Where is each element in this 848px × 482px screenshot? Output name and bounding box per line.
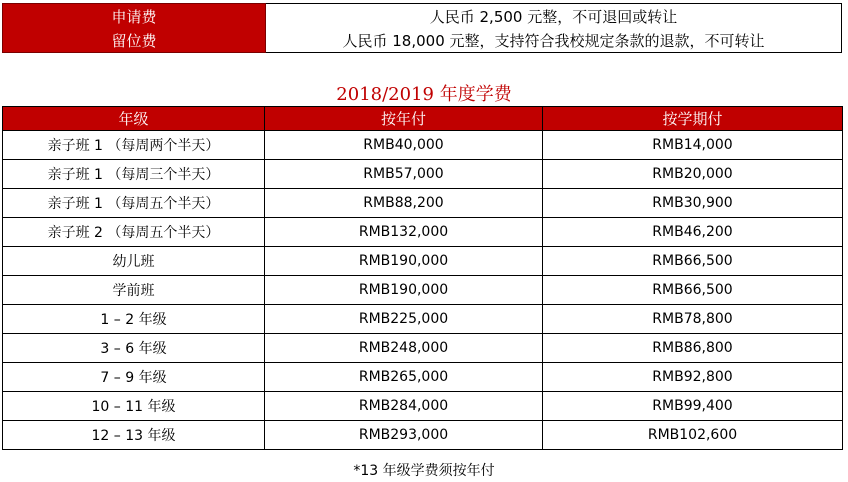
- grade-cell: 10 – 11 年级: [3, 392, 265, 421]
- table-row: [3, 421, 843, 450]
- footnote: *13 年级学费须按年付: [353, 463, 495, 479]
- table-row: [3, 276, 843, 305]
- fee-row: [3, 28, 842, 53]
- grade-cell: 亲子班 1 （每周五个半天）: [3, 189, 265, 218]
- grade-cell: 亲子班 2 （每周五个半天）: [3, 218, 265, 247]
- annual-fee-cell: RMB88,200: [265, 189, 543, 218]
- grade-cell: 3 – 6 年级: [3, 334, 265, 363]
- page-title: 2018/2019 年度学费: [336, 84, 512, 105]
- semester-fee-cell: RMB92,800: [543, 363, 843, 392]
- table-row: [3, 363, 843, 392]
- table-row: [3, 392, 843, 421]
- table-row: [3, 218, 843, 247]
- table-row: [3, 334, 843, 363]
- table-row: [3, 160, 843, 189]
- annual-fee-cell: RMB284,000: [265, 392, 543, 421]
- annual-fee-cell: RMB190,000: [265, 276, 543, 305]
- fee-label: 申请费: [3, 4, 266, 29]
- table-row: [3, 247, 843, 276]
- tuition-table: [2, 106, 843, 450]
- semester-fee-cell: RMB102,600: [543, 421, 843, 450]
- fee-row: [3, 4, 842, 29]
- fee-value: 人民币 18,000 元整，支持符合我校规定条款的退款，不可转让: [266, 28, 842, 53]
- annual-fee-cell: RMB265,000: [265, 363, 543, 392]
- annual-fee-cell: RMB40,000: [265, 131, 543, 160]
- semester-fee-cell: RMB86,800: [543, 334, 843, 363]
- grade-cell: 12 – 13 年级: [3, 421, 265, 450]
- grade-cell: 亲子班 1 （每周两个半天）: [3, 131, 265, 160]
- header-grade: 年级: [3, 107, 265, 131]
- semester-fee-cell: RMB46,200: [543, 218, 843, 247]
- grade-cell: 1 – 2 年级: [3, 305, 265, 334]
- header-annual: 按年付: [265, 107, 543, 131]
- table-row: [3, 189, 843, 218]
- fee-table: [2, 3, 842, 53]
- semester-fee-cell: RMB14,000: [543, 131, 843, 160]
- annual-fee-cell: RMB248,000: [265, 334, 543, 363]
- annual-fee-cell: RMB293,000: [265, 421, 543, 450]
- grade-cell: 幼儿班: [3, 247, 265, 276]
- semester-fee-cell: RMB99,400: [543, 392, 843, 421]
- grade-cell: 亲子班 1 （每周三个半天）: [3, 160, 265, 189]
- grade-cell: 7 – 9 年级: [3, 363, 265, 392]
- annual-fee-cell: RMB225,000: [265, 305, 543, 334]
- table-header-row: [3, 107, 843, 131]
- semester-fee-cell: RMB66,500: [543, 247, 843, 276]
- header-semester: 按学期付: [543, 107, 843, 131]
- table-row: [3, 305, 843, 334]
- semester-fee-cell: RMB20,000: [543, 160, 843, 189]
- semester-fee-cell: RMB78,800: [543, 305, 843, 334]
- semester-fee-cell: RMB30,900: [543, 189, 843, 218]
- annual-fee-cell: RMB190,000: [265, 247, 543, 276]
- fee-value: 人民币 2,500 元整，不可退回或转让: [266, 4, 842, 29]
- annual-fee-cell: RMB132,000: [265, 218, 543, 247]
- annual-fee-cell: RMB57,000: [265, 160, 543, 189]
- table-row: [3, 131, 843, 160]
- grade-cell: 学前班: [3, 276, 265, 305]
- semester-fee-cell: RMB66,500: [543, 276, 843, 305]
- fee-label: 留位费: [3, 28, 266, 53]
